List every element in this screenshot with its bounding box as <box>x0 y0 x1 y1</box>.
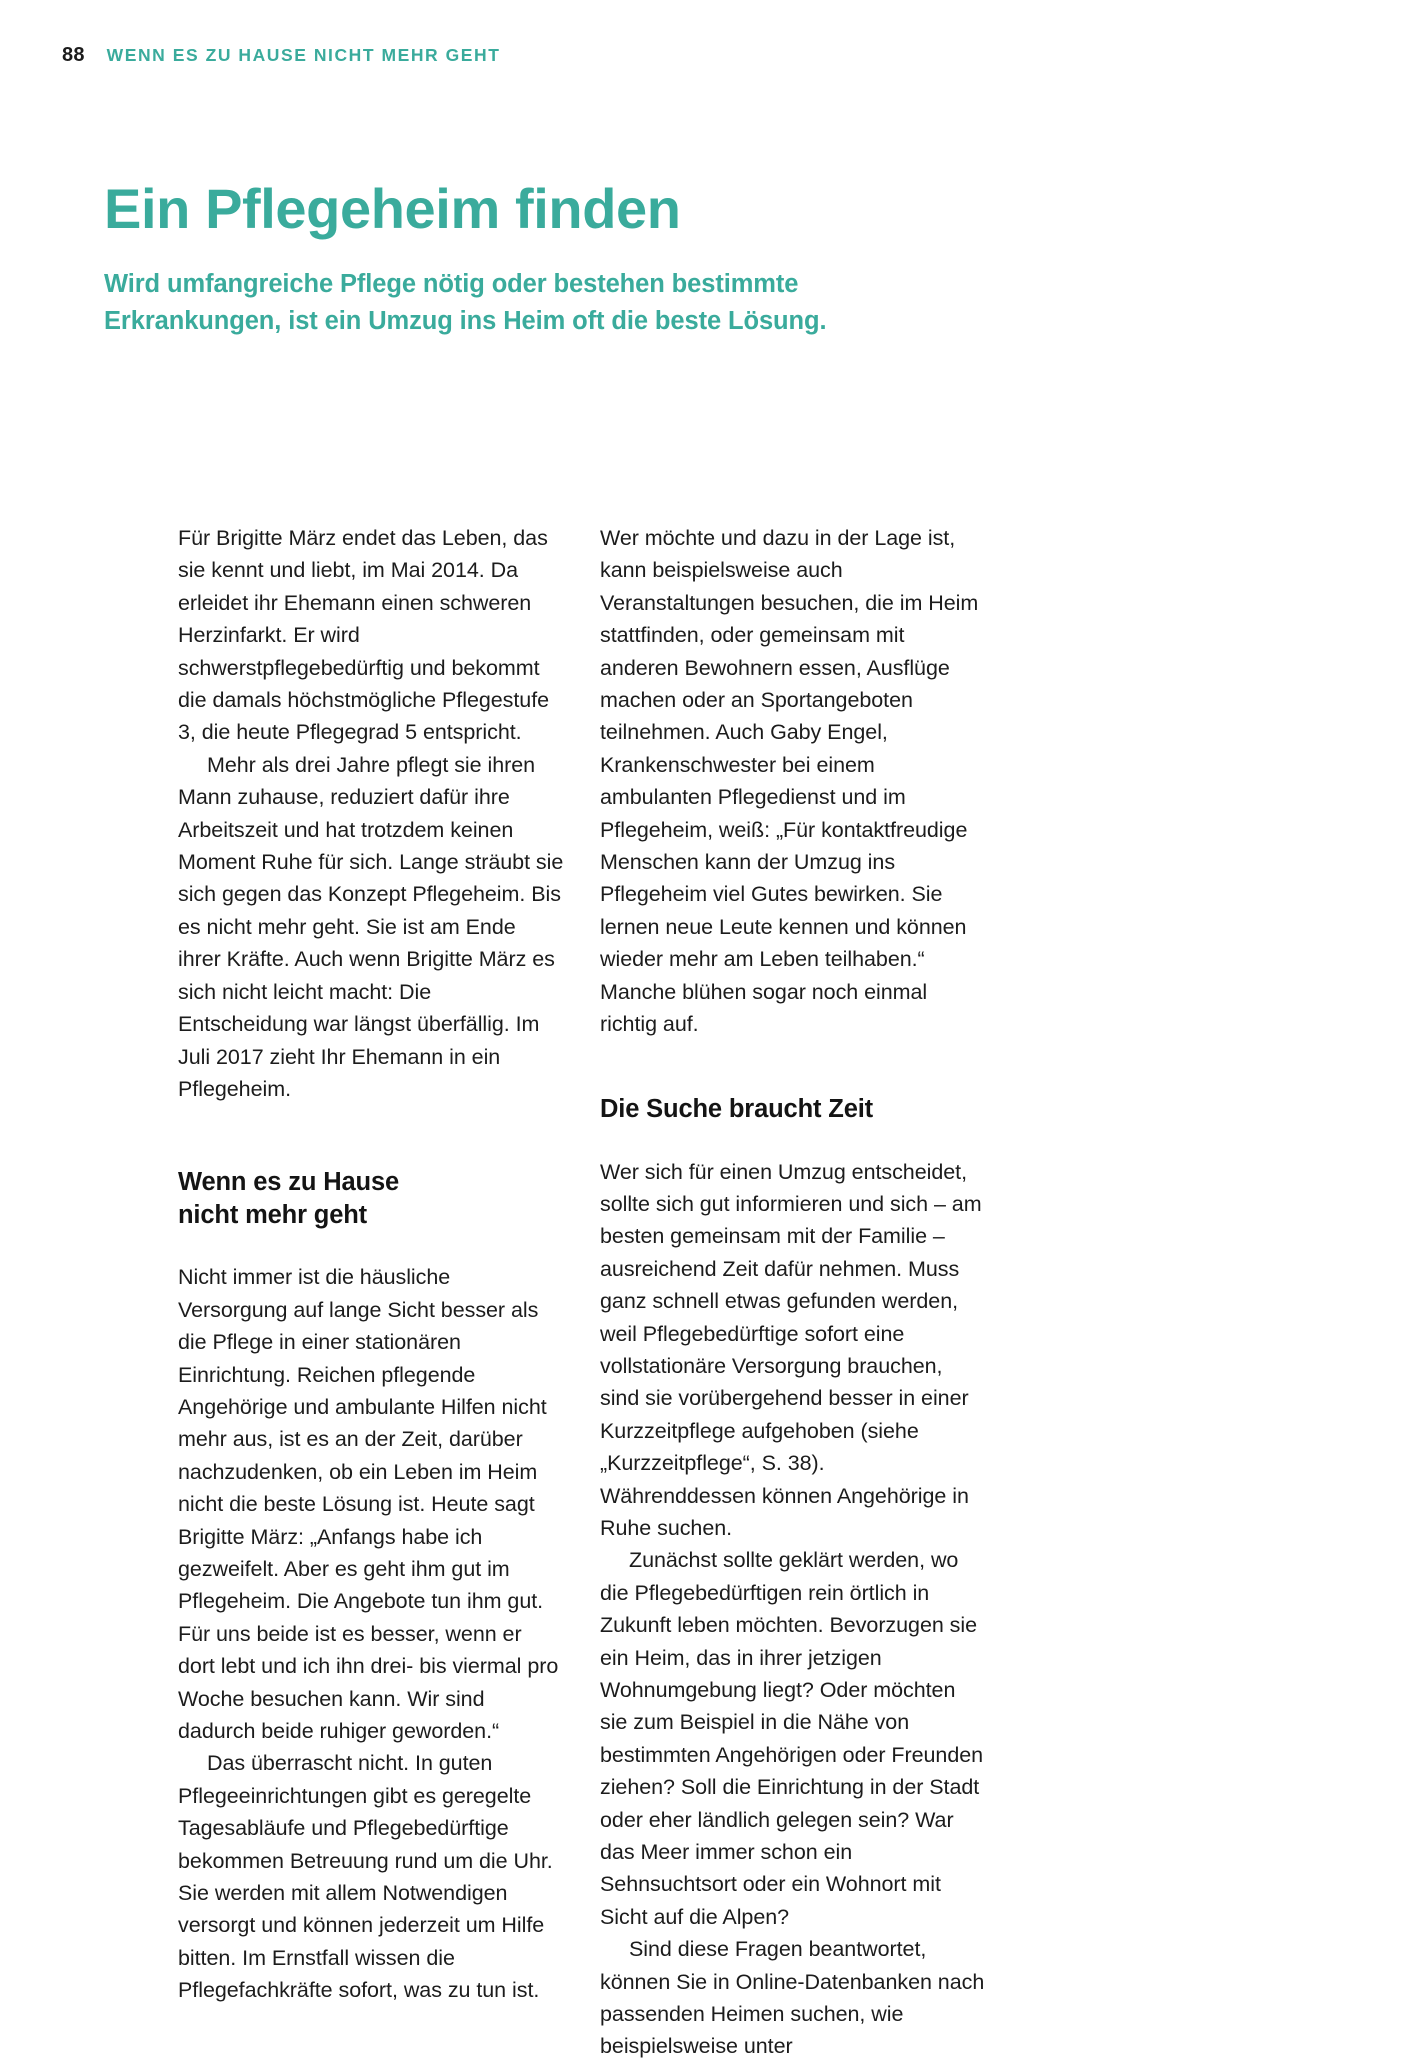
spacer <box>600 1126 986 1156</box>
page-title: Ein Pflegeheim finden <box>104 177 681 240</box>
running-header-title: WENN ES ZU HAUSE NICHT MEHR GEHT <box>106 45 501 65</box>
left-column <box>178 522 564 2063</box>
right-paragraph-2: Wer sich für einen Umzug entscheidet, sollte sich gut informieren und sich – am besten gemeinsam mit der Familie – ausreichend Zeit dafür nehmen. Muss ganz schnell etwas gefunden werden, weil Pflegebedürftige sofort eine vollstationäre Versorgung brauchen, sind sie vorübergehend besser in einer Kurzzeitpflege aufgehoben (siehe „Kurzzeitpflege“, S. 38). Währenddessen können Angehörige in Ruhe suchen. <box>600 1159 982 1540</box>
article-standfirst <box>104 266 864 340</box>
spacer <box>600 1041 986 1093</box>
right-column <box>600 522 986 2063</box>
left-section-heading <box>178 1166 564 1232</box>
left-section-heading-line-2: nicht mehr geht <box>178 1201 368 1230</box>
left-section-heading-line-1: Wenn es zu Hause <box>178 1168 400 1197</box>
spacer <box>178 1105 564 1166</box>
right-paragraph-1: Wer möchte und dazu in der Lage ist, kann beispielsweise auch Veranstaltungen besuchen, die im Heim stattfinden, oder gemeinsam mit anderen Bewohnern essen, Ausflüge machen oder an Sportangeboten teilnehmen. Auch Gaby Engel, Krankenschwester bei einem ambulanten Pflegedienst und im Pflegeheim, weiß: „Für kontaktfreudige Menschen kann der Umzug ins Pflegeheim viel Gutes bewirken. Sie lernen neue Leute kennen und können wieder mehr am Leben teilhaben.“ Manche blühen sogar noch einmal richtig auf. <box>600 526 979 1037</box>
right-paragraph-4: Sind diese Fragen beantwortet, können Sie in Online-Datenbanken nach passenden Heimen suchen, wie beispielsweise unter <box>600 1937 985 2059</box>
body-columns <box>178 522 1274 2063</box>
right-section-heading: Die Suche braucht Zeit <box>600 1094 874 1123</box>
running-header <box>62 44 500 67</box>
standfirst-line-1: Wird umfangreiche Pflege nötig oder bestehen bestimmte <box>104 270 799 298</box>
left-paragraph-2: Mehr als drei Jahre pflegt sie ihren Mann zuhause, reduziert dafür ihre Arbeitszeit und hat trotzdem keinen Moment Ruhe für sich. Lange sträubt sie sich gegen das Konzept Pflegeheim. Bis es nicht mehr geht. Sie ist am Ende ihrer Kräfte. Auch wenn Brigitte März es sich nicht leicht macht: Die Entscheidung war längst überfällig. Im Juli 2017 zieht Ihr Ehemann in ein Pflegeheim. <box>178 752 564 1101</box>
left-paragraph-4: Das überrascht nicht. In guten Pflegeeinrichtungen gibt es geregelte Tagesabläufe und Pflegebedürftige bekommen Betreuung rund um die Uhr. Sie werden mit allem Notwendigen versorgt und können jederzeit um Hilfe bitten. Im Ernstfall wissen die Pflegefachkräfte sofort, was zu tun ist. <box>178 1751 553 2003</box>
right-paragraph-3: Zunächst sollte geklärt werden, wo die Pflegebedürftigen rein örtlich in Zukunft leben möchten. Bevorzugen sie ein Heim, das in ihrer jetzigen Wohnumgebung liegt? Oder möchten sie zum Beispiel in die Nähe von bestimmten Angehörigen oder Freunden ziehen? Soll die Einrichtung in der Stadt oder eher ländlich gelegen sein? War das Meer immer schon ein Sehnsuchtsort oder ein Wohnort mit Sicht auf die Alpen? <box>600 1548 984 1929</box>
left-paragraph-3: Nicht immer ist die häusliche Versorgung auf lange Sicht besser als die Pflege in einer stationären Einrichtung. Reichen pflegende Angehörige und ambulante Hilfen nicht mehr aus, ist es an der Zeit, darüber nachzudenken, ob ein Leben im Heim nicht die beste Lösung ist. Heute sagt Brigitte März: „Anfangs habe ich gezweifelt. Aber es geht ihm gut im Pflegeheim. Die Angebote tun ihm gut. Für uns beide ist es besser, wenn er dort lebt und ich ihn drei- bis viermal pro Woche besuchen kann. Wir sind dadurch beide ruhiger geworden.“ <box>178 1265 559 1743</box>
spacer <box>178 1232 564 1261</box>
page-number: 88 <box>62 44 85 66</box>
standfirst-line-2: Erkrankungen, ist ein Umzug ins Heim oft die beste Lösung. <box>104 307 827 335</box>
title-block <box>104 178 1104 340</box>
left-paragraph-1: Für Brigitte März endet das Leben, das sie kennt und liebt, im Mai 2014. Da erleidet ihr Ehemann einen schweren Herzinfarkt. Er wird schwerstpflegebedürftig und bekommt die damals höchstmögliche Pflegestufe 3, die heute Pflegegrad 5 entspricht. <box>178 526 550 745</box>
